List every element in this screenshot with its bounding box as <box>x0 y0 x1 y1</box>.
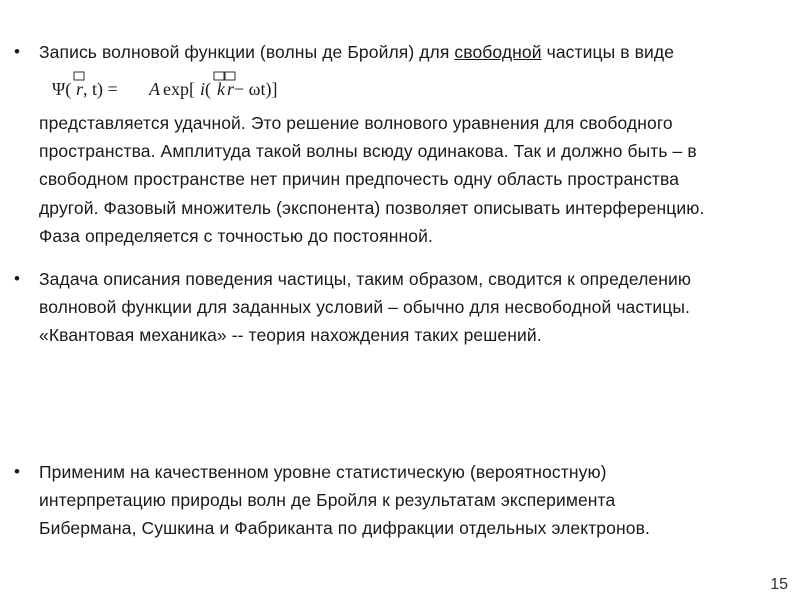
bullet-2-line: Задача описания поведения частицы, таким образом, сводится к определению <box>39 269 692 289</box>
formula-exp: exp[ <box>163 79 195 99</box>
formula-i: i <box>200 79 206 99</box>
bullet-2-line: «Квантовая механика» -- теория нахождения таких решений. <box>39 325 542 346</box>
bullet-1-line: свободном пространстве нет причин предпочесть одну область пространства <box>39 169 680 190</box>
bullet-3-line: Применим на качественном уровне статистическую (вероятностную) <box>39 462 607 482</box>
bullet-2-line: волновой функции для заданных условий – обычно для несвободной частицы. <box>39 297 690 318</box>
formula-a: A <box>149 79 160 99</box>
formula-k: k <box>217 79 225 99</box>
formula-r2: r <box>227 79 235 99</box>
bullet-1-text-before: Запись волновой функции (волны де Бройля) для <box>39 42 455 62</box>
bullet-marker: • <box>14 269 20 288</box>
bullet-3-line: интерпретацию природы волн де Бройля к результатам эксперимента <box>39 490 616 511</box>
bullet-3-body <box>39 458 650 543</box>
formula-minus-wt: − ωt)] <box>234 79 278 99</box>
formula-r: r <box>76 79 84 99</box>
bullet-1-text-after: частицы в виде <box>541 42 675 62</box>
bullet-1-first-line <box>39 38 674 66</box>
formula-comma-t: , t) = <box>83 79 118 99</box>
bullet-marker: • <box>14 42 20 61</box>
bullet-1-underlined-word: свободной <box>454 42 542 62</box>
formula-psi: Ψ( <box>52 79 72 99</box>
bullet-2-body <box>39 265 691 350</box>
bullet-1-line: пространства. Амплитуда такой волны всюду одинакова. Так и должно быть – в <box>39 141 697 162</box>
bullet-1-line: другой. Фазовый множитель (экспонента) позволяет описывать интерференцию. <box>39 197 705 218</box>
slide-number: 15 <box>770 576 788 593</box>
bullet-1-body <box>39 109 704 250</box>
bullet-1-line: Фаза определяется с точностью до постоянной. <box>39 225 433 246</box>
wave-function-formula <box>52 70 292 104</box>
bullet-3-line: Бибермана, Сушкина и Фабриканта по дифракции отдельных электронов. <box>39 518 650 539</box>
formula-open-paren: ( <box>205 79 211 99</box>
bullet-1-line: представляется удачной. Это решение волнового уравнения для свободного <box>39 113 673 133</box>
bullet-marker: • <box>14 462 20 481</box>
